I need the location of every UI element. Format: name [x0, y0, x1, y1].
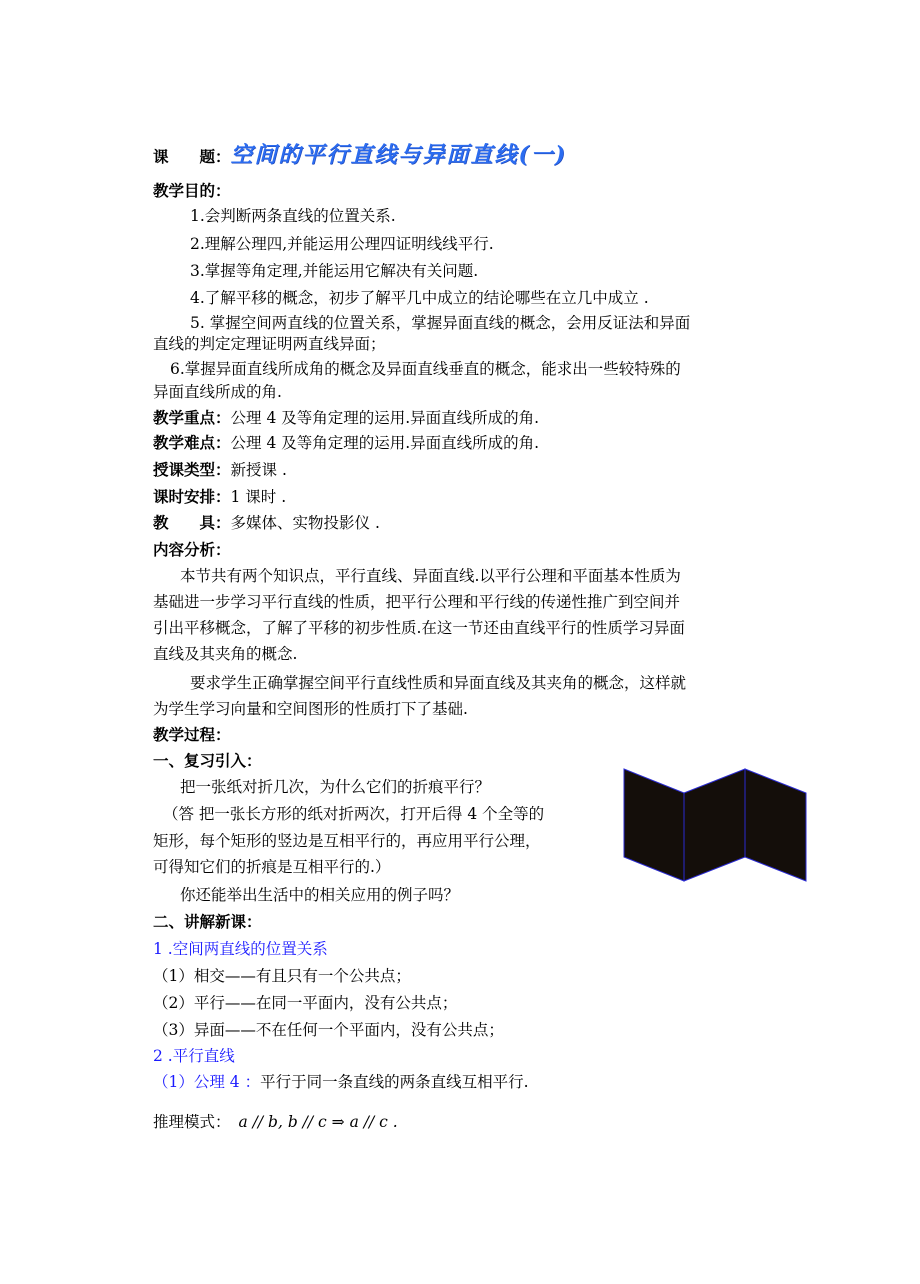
objective-item-1: 1.会判断两条直线的位置关系. [190, 207, 396, 225]
axiom-4-text: 平行于同一条直线的两条直线互相平行. [260, 1073, 529, 1091]
relation-item-1: （1）相交——有且只有一个公共点； [153, 967, 411, 985]
objective-item-2: 2.理解公理四,并能运用公理四证明线线平行. [190, 235, 494, 253]
analysis-p1-line4: 直线及其夹角的概念. [153, 645, 298, 663]
objective-item-3: 3.掌握等角定理,并能运用它解决有关问题. [190, 262, 479, 280]
lesson-title-row [153, 140, 567, 172]
review-answer-line2: 矩形，每个矩形的竖边是互相平行的，再应用平行公理， [153, 832, 541, 850]
review-heading: 一、复习引入： [153, 751, 262, 770]
key-points-label: 教学重点： [153, 408, 231, 427]
objective-item-6-line2: 异面直线所成的角. [153, 383, 282, 401]
reasoning-label: 推理模式： [153, 1113, 231, 1131]
fold-panel-1 [624, 769, 684, 881]
objective-item-6-line1: 6.掌握异面直线所成角的概念及异面直线垂直的概念，能求出一些较特殊的 [170, 360, 681, 378]
analysis-heading: 内容分析： [153, 540, 231, 559]
process-heading: 教学过程： [153, 725, 231, 744]
lesson-title-label: 课 题： [153, 147, 231, 166]
fold-panel-2 [684, 769, 745, 881]
tools-label: 教 具： [153, 513, 231, 532]
lesson-title: 空间的平行直线与异面直线(一) [230, 142, 568, 168]
objective-item-5-line2: 直线的判定定理证明两直线异面； [153, 335, 386, 353]
tools-row [153, 512, 380, 534]
analysis-p2-line2: 为学生学习向量和空间图形的性质打下了基础. [153, 700, 468, 718]
new-lesson-heading: 二、讲解新课： [153, 912, 262, 931]
key-points-row [153, 407, 539, 429]
lesson-type-label: 授课类型： [153, 460, 231, 479]
analysis-p1-line3: 引出平移概念，了解了平移的初步性质.在这一节还由直线平行的性质学习异面 [153, 619, 685, 637]
section-1-title: 1 .空间两直线的位置关系 [153, 940, 328, 958]
key-points-value: 公理 4 及等角定理的运用.异面直线所成的角. [230, 409, 540, 427]
axiom-4-row [153, 1071, 529, 1093]
objectives-heading: 教学目的： [153, 181, 231, 200]
difficult-points-row [153, 432, 539, 454]
review-answer-line3: 可得知它们的折痕是互相平行的.） [153, 858, 391, 876]
difficult-points-value: 公理 4 及等角定理的运用.异面直线所成的角. [230, 434, 540, 452]
folded-paper-figure [620, 765, 810, 885]
axiom-4-label: （1）公理 4 ： [153, 1073, 261, 1091]
section-2-title: 2 .平行直线 [153, 1047, 235, 1065]
hours-value: 1 课时 . [230, 488, 287, 506]
relation-item-3: （3）异面——不在任何一个平面内，没有公共点； [153, 1021, 504, 1039]
reasoning-formula: a // b, b // c ⇒ a // c . [238, 1113, 398, 1131]
hours-row [153, 486, 286, 508]
reasoning-row [153, 1111, 398, 1133]
analysis-p2-line1: 要求学生正确掌握空间平行直线性质和异面直线及其夹角的概念，这样就 [190, 674, 687, 692]
analysis-p1-line1: 本节共有两个知识点，平行直线、异面直线.以平行公理和平面基本性质为 [180, 567, 681, 585]
tools-value: 多媒体、实物投影仪 . [230, 514, 380, 532]
review-question: 把一张纸对折几次，为什么它们的折痕平行？ [180, 778, 491, 796]
fold-panel-3 [745, 769, 806, 881]
review-question-2: 你还能举出生活中的相关应用的例子吗？ [180, 886, 460, 904]
objective-item-4: 4.了解平移的概念，初步了解平几中成立的结论哪些在立几中成立 . [190, 289, 649, 307]
lesson-type-value: 新授课 . [230, 461, 287, 479]
hours-label: 课时安排： [153, 487, 231, 506]
lesson-type-row [153, 459, 287, 481]
objective-item-5-line1: 5. 掌握空间两直线的位置关系，掌握异面直线的概念，会用反证法和异面 [190, 314, 691, 332]
review-answer-line1: （答 把一张长方形的纸对折两次，打开后得 4 个全等的 [163, 805, 545, 823]
analysis-p1-line2: 基础进一步学习平行直线的性质，把平行公理和平行线的传递性推广到空间并 [153, 593, 681, 611]
relation-item-2: （2）平行——在同一平面内，没有公共点； [153, 994, 458, 1012]
difficult-points-label: 教学难点： [153, 433, 231, 452]
